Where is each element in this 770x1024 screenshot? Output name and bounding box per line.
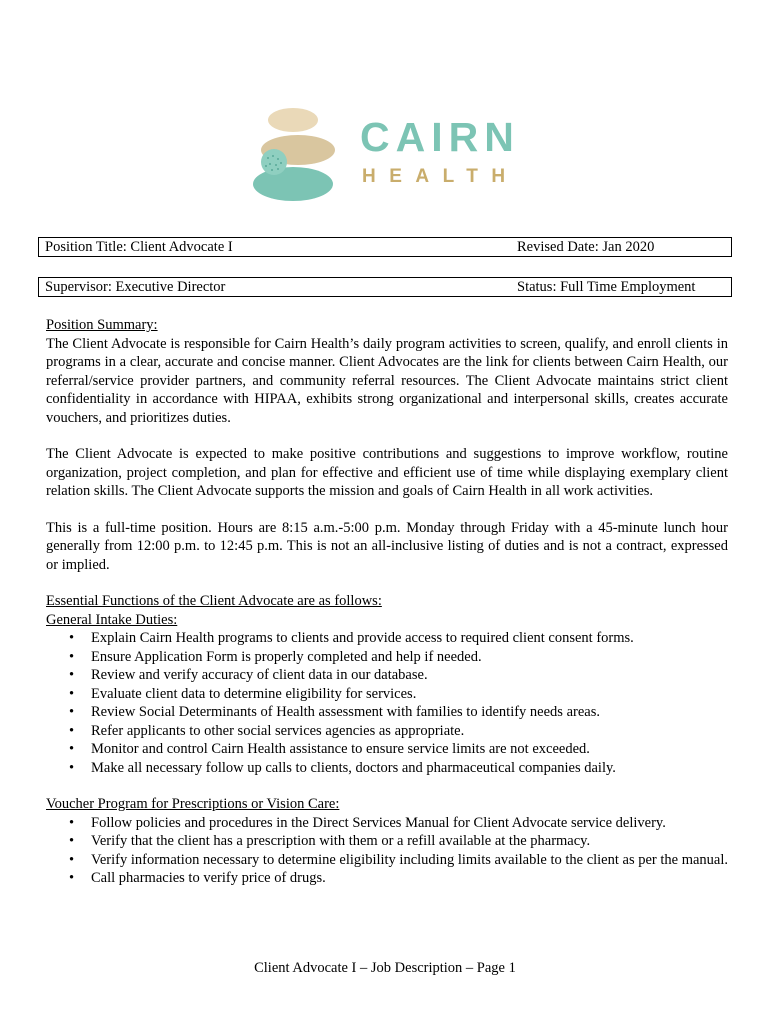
list-item: • Explain Cairn Health programs to clients and provide access to required client consent forms. bbox=[69, 630, 634, 646]
page-footer: Client Advocate I – Job Description – Page 1 bbox=[254, 960, 516, 976]
cairn-stones-icon bbox=[248, 104, 358, 204]
logo-wordmark-health: HEALTH bbox=[362, 166, 519, 187]
list-item: • Review Social Determinants of Health assessment with families to identify needs areas. bbox=[69, 704, 600, 720]
bullet-icon: • bbox=[69, 759, 75, 776]
list-item: • Call pharmacies to verify price of drugs. bbox=[69, 870, 326, 886]
bullet-icon: • bbox=[69, 704, 75, 720]
bullet-icon: • bbox=[69, 722, 75, 739]
bullet-icon: • bbox=[69, 833, 75, 849]
general-intake-heading: General Intake Duties: bbox=[46, 611, 178, 628]
list-item: • Make all necessary follow up calls to clients, doctors and pharmaceutical companies daily. bbox=[69, 759, 616, 776]
supervisor: Supervisor: Executive Director bbox=[45, 279, 226, 295]
cairn-health-logo bbox=[248, 104, 538, 204]
bullet-icon: • bbox=[69, 870, 75, 886]
employment-status: Status: Full Time Employment bbox=[517, 279, 696, 295]
voucher-duties-list bbox=[46, 814, 728, 888]
summary-paragraph: This is a full-time position. Hours are 8:15 a.m.-5:00 p.m. Monday through Friday with a 45-minute lunch hour generally from 12:00 p.m. to 12:45 p.m. This is not an all-inclusive listing of duties and is not a contract, expressed or implied. bbox=[46, 519, 728, 573]
list-item: • Follow policies and procedures in the Direct Services Manual for Client Advocate service delivery. bbox=[69, 814, 666, 831]
supervisor-info-box bbox=[38, 277, 732, 297]
bullet-icon: • bbox=[69, 685, 75, 702]
list-item: • Review and verify accuracy of client data in our database. bbox=[69, 667, 428, 683]
position-summary-heading: Position Summary: bbox=[46, 317, 158, 333]
bullet-icon: • bbox=[69, 648, 75, 665]
voucher-program-heading: Voucher Program for Prescriptions or Vision Care: bbox=[46, 796, 340, 812]
list-item: • Refer applicants to other social services agencies as appropriate. bbox=[69, 722, 465, 739]
bullet-icon: • bbox=[69, 630, 75, 646]
bullet-icon: • bbox=[69, 667, 75, 683]
revised-date: Revised Date: Jan 2020 bbox=[517, 239, 655, 255]
list-item: • Evaluate client data to determine eligibility for services. bbox=[69, 685, 417, 702]
position-title: Position Title: Client Advocate I bbox=[45, 239, 233, 255]
bullet-icon: • bbox=[69, 851, 75, 868]
document-body bbox=[46, 316, 728, 888]
list-item: • Verify that the client has a prescription with them or a refill available at the pharmacy. bbox=[69, 833, 591, 849]
list-item: • Ensure Application Form is properly completed and help if needed. bbox=[69, 648, 482, 665]
summary-paragraph: The Client Advocate is expected to make positive contributions and suggestions to improve workflow, routine organization, project completion, and plan for effective and efficient use of time while displaying exemplary client relation skills. The Client Advocate supports the mission and goals of Cairn Health in all work activities. bbox=[46, 446, 728, 499]
intake-duties-list bbox=[46, 629, 728, 777]
essential-functions-heading: Essential Functions of the Client Advocate are as follows: bbox=[46, 593, 382, 609]
bullet-icon: • bbox=[69, 741, 75, 757]
list-item: • Monitor and control Cairn Health assistance to ensure service limits are not exceeded. bbox=[69, 741, 590, 757]
position-info-box bbox=[38, 237, 732, 257]
logo-wordmark-cairn: CAIRN bbox=[360, 114, 520, 160]
summary-paragraph: The Client Advocate is responsible for Cairn Health’s daily program activities to screen, qualify, and enroll clients in programs in a clear, accurate and concise manner. Client Advocates are the link for clients between Cairn Health, our referral/service provider partners, and community referral resources. The Client Advocate maintains strict client confidentiality in accordance with HIPAA, exhibits strong organizational and interpersonal skills, creates accurate vouchers, and prioritizes duties. bbox=[46, 335, 728, 426]
bullet-icon: • bbox=[69, 814, 75, 831]
list-item: • Verify information necessary to determine eligibility including limits available to the client as per the manual. bbox=[69, 851, 729, 868]
